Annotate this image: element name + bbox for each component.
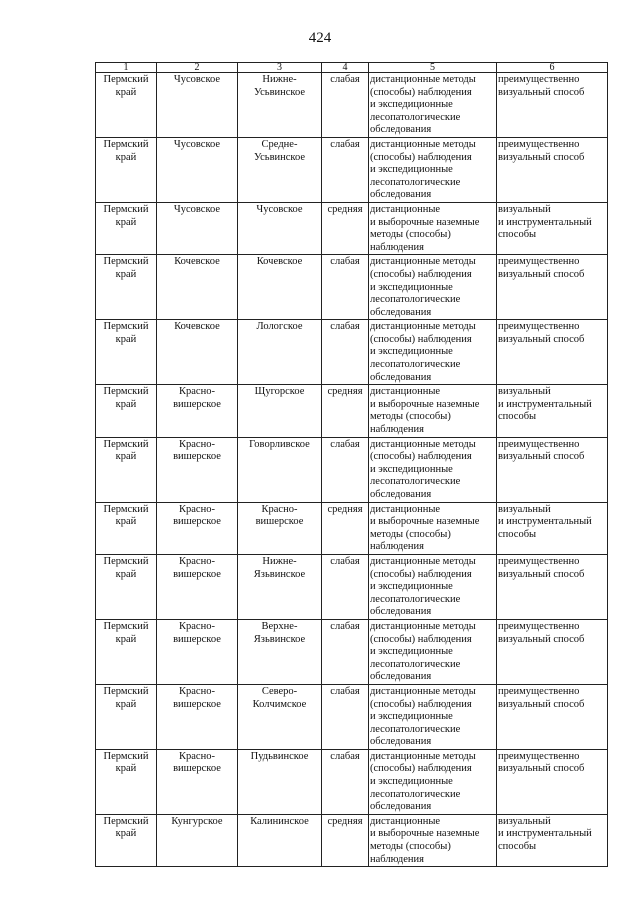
- cell-text: дистанционные методы (способы) наблюдения и экспедиционные лесопатологические обследования: [370, 138, 476, 201]
- observation-way-cell: [497, 385, 608, 437]
- observation-way-cell: [497, 684, 608, 749]
- cell-text: Красно- вишерское: [173, 750, 221, 775]
- cell-text: Калининское: [250, 815, 309, 827]
- observation-methods-cell: [369, 385, 497, 437]
- cell-text: преимущественно визуальный способ: [498, 74, 585, 98]
- observation-way-cell: [497, 137, 608, 202]
- column-number: 6: [497, 63, 608, 73]
- cell-text: Пермский край: [103, 203, 149, 228]
- cell-text: слабая: [330, 555, 360, 567]
- cell-text: Пермский край: [103, 321, 149, 345]
- cell-text: Кочевское: [256, 256, 303, 268]
- cell-text: Говорливское: [249, 438, 310, 450]
- cell-text: Пермский край: [103, 685, 149, 710]
- forestry-cell: [157, 437, 238, 502]
- cell-text: Пермский край: [103, 138, 149, 163]
- cell-text: визуальный и инструментальный способы: [498, 503, 592, 540]
- cell-text: дистанционные и выборочные наземные методы (способы) наблюдения: [370, 503, 480, 553]
- cell-text: Пермский край: [103, 555, 149, 580]
- region-cell: [96, 619, 157, 684]
- cell-text: Чусовское: [173, 74, 221, 85]
- intensity-cell: [322, 385, 369, 437]
- observation-way-cell: [497, 437, 608, 502]
- cell-text: Щугорское: [254, 386, 305, 398]
- cell-text: Пермский край: [103, 256, 149, 280]
- district-forestry-cell: [238, 814, 322, 866]
- cell-text: Красно- вишерское: [255, 503, 304, 528]
- cell-text: Пудьвинское: [250, 750, 309, 762]
- intensity-cell: [322, 73, 369, 138]
- observation-way-cell: [497, 320, 608, 385]
- cell-text: дистанционные методы (способы) наблюдения и экспедиционные лесопатологические обследования: [370, 438, 476, 500]
- table-row: [96, 684, 608, 749]
- cell-text: слабая: [330, 74, 360, 85]
- cell-text: преимущественно визуальный способ: [498, 321, 585, 345]
- cell-text: преимущественно визуальный способ: [498, 438, 585, 463]
- table-row: [96, 202, 608, 254]
- cell-text: средняя: [327, 815, 363, 827]
- observation-way-cell: [497, 202, 608, 254]
- cell-text: Пермский край: [103, 386, 149, 410]
- cell-text: преимущественно визуальный способ: [498, 685, 585, 710]
- observation-methods-cell: [369, 814, 497, 866]
- observation-way-cell: [497, 619, 608, 684]
- cell-text: дистанционные и выборочные наземные методы (способы) наблюдения: [370, 386, 480, 436]
- table-body: [96, 73, 608, 867]
- cell-text: Чусовское: [173, 203, 221, 215]
- forestry-cell: [157, 619, 238, 684]
- district-forestry-cell: [238, 202, 322, 254]
- observation-methods-cell: [369, 73, 497, 138]
- intensity-cell: [322, 684, 369, 749]
- intensity-cell: [322, 554, 369, 619]
- cell-text: Пермский край: [103, 620, 149, 645]
- cell-text: дистанционные методы (способы) наблюдения и экспедиционные лесопатологические обследования: [370, 620, 476, 683]
- cell-text: Пермский край: [103, 503, 149, 528]
- column-number: 2: [157, 63, 238, 73]
- region-cell: [96, 749, 157, 814]
- table-row: [96, 749, 608, 814]
- observation-methods-cell: [369, 684, 497, 749]
- forestry-cell: [157, 554, 238, 619]
- cell-text: средняя: [327, 386, 363, 398]
- cell-text: Верхне- Язьвинское: [253, 620, 306, 645]
- cell-text: слабая: [330, 321, 360, 333]
- cell-text: дистанционные методы (способы) наблюдения и экспедиционные лесопатологические обследования: [370, 685, 476, 748]
- cell-text: Кочевское: [174, 321, 220, 333]
- observation-way-cell: [497, 255, 608, 320]
- observation-methods-cell: [369, 749, 497, 814]
- region-cell: [96, 137, 157, 202]
- intensity-cell: [322, 137, 369, 202]
- column-number-row: [96, 63, 608, 73]
- cell-text: Пермский край: [103, 438, 149, 463]
- cell-text: Кочевское: [174, 256, 220, 268]
- cell-text: преимущественно визуальный способ: [498, 138, 585, 163]
- forestry-cell: [157, 502, 238, 554]
- cell-text: дистанционные методы (способы) наблюдения и экспедиционные лесопатологические обследования: [370, 256, 476, 318]
- cell-text: Пермский край: [103, 815, 149, 840]
- district-forestry-cell: [238, 502, 322, 554]
- observation-methods-cell: [369, 202, 497, 254]
- observation-way-cell: [497, 554, 608, 619]
- table-row: [96, 437, 608, 502]
- observation-way-cell: [497, 749, 608, 814]
- cell-text: Пермский край: [103, 750, 149, 775]
- table-row: [96, 619, 608, 684]
- cell-text: Красно- вишерское: [173, 620, 221, 645]
- intensity-cell: [322, 749, 369, 814]
- cell-text: слабая: [330, 750, 360, 762]
- table-row: [96, 502, 608, 554]
- intensity-cell: [322, 202, 369, 254]
- cell-text: преимущественно визуальный способ: [498, 256, 585, 280]
- cell-text: дистанционные и выборочные наземные методы (способы) наблюдения: [370, 203, 480, 253]
- forestry-cell: [157, 73, 238, 138]
- cell-text: средняя: [327, 203, 363, 215]
- district-forestry-cell: [238, 437, 322, 502]
- observation-methods-cell: [369, 437, 497, 502]
- district-forestry-cell: [238, 320, 322, 385]
- table-row: [96, 385, 608, 437]
- cell-text: преимущественно визуальный способ: [498, 750, 585, 775]
- cell-text: дистанционные методы (способы) наблюдения и экспедиционные лесопатологические обследования: [370, 74, 476, 136]
- district-forestry-cell: [238, 749, 322, 814]
- forestry-cell: [157, 320, 238, 385]
- cell-text: Красно- вишерское: [173, 555, 221, 580]
- cell-text: Красно- вишерское: [173, 438, 221, 463]
- cell-text: слабая: [330, 138, 360, 150]
- forestry-cell: [157, 202, 238, 254]
- intensity-cell: [322, 437, 369, 502]
- cell-text: Северо- Колчимское: [252, 685, 307, 710]
- cell-text: слабая: [330, 620, 360, 632]
- observation-methods-cell: [369, 619, 497, 684]
- table-row: [96, 255, 608, 320]
- cell-text: преимущественно визуальный способ: [498, 555, 585, 580]
- column-number: 3: [238, 63, 322, 73]
- district-forestry-cell: [238, 554, 322, 619]
- observation-methods-cell: [369, 502, 497, 554]
- cell-text: Нижне- Язьвинское: [253, 555, 306, 580]
- forestry-cell: [157, 684, 238, 749]
- observation-methods-cell: [369, 137, 497, 202]
- district-forestry-cell: [238, 619, 322, 684]
- cell-text: Пермский край: [103, 74, 149, 98]
- observation-methods-cell: [369, 554, 497, 619]
- cell-text: визуальный и инструментальный способы: [498, 815, 592, 853]
- region-cell: [96, 202, 157, 254]
- observation-way-cell: [497, 814, 608, 866]
- table-row: [96, 320, 608, 385]
- cell-text: визуальный и инструментальный способы: [498, 386, 592, 423]
- observation-methods-cell: [369, 320, 497, 385]
- column-number: 5: [369, 63, 497, 73]
- region-cell: [96, 684, 157, 749]
- region-cell: [96, 385, 157, 437]
- region-cell: [96, 255, 157, 320]
- intensity-cell: [322, 255, 369, 320]
- cell-text: Кунгурское: [171, 815, 223, 827]
- cell-text: слабая: [330, 256, 360, 268]
- cell-text: Чусовское: [173, 138, 221, 150]
- cell-text: Средне- Усьвинское: [253, 138, 306, 163]
- cell-text: визуальный и инструментальный способы: [498, 203, 592, 241]
- observation-way-cell: [497, 73, 608, 138]
- cell-text: слабая: [330, 685, 360, 697]
- intensity-cell: [322, 502, 369, 554]
- region-cell: [96, 73, 157, 138]
- observation-methods-cell: [369, 255, 497, 320]
- cell-text: Чусовское: [256, 203, 303, 215]
- district-forestry-cell: [238, 385, 322, 437]
- cell-text: слабая: [330, 438, 360, 450]
- region-cell: [96, 502, 157, 554]
- cell-text: дистанционные методы (способы) наблюдения и экспедиционные лесопатологические обследования: [370, 321, 476, 383]
- district-forestry-cell: [238, 73, 322, 138]
- cell-text: преимущественно визуальный способ: [498, 620, 585, 645]
- intensity-cell: [322, 320, 369, 385]
- cell-text: Красно- вишерское: [173, 386, 221, 410]
- observation-way-cell: [497, 502, 608, 554]
- district-forestry-cell: [238, 255, 322, 320]
- column-number: 4: [322, 63, 369, 73]
- region-cell: [96, 814, 157, 866]
- page-number: 424: [308, 30, 332, 46]
- cell-text: дистанционные и выборочные наземные методы (способы) наблюдения: [370, 815, 480, 865]
- table-row: [96, 554, 608, 619]
- district-forestry-cell: [238, 137, 322, 202]
- cell-text: Нижне- Усьвинское: [253, 74, 306, 98]
- district-forestry-cell: [238, 684, 322, 749]
- forestry-cell: [157, 749, 238, 814]
- intensity-cell: [322, 814, 369, 866]
- forestry-cell: [157, 137, 238, 202]
- table-row: [96, 73, 608, 138]
- forest-monitoring-table: [95, 62, 608, 867]
- cell-text: Лологское: [256, 321, 303, 333]
- column-number: 1: [96, 63, 157, 73]
- forestry-cell: [157, 814, 238, 866]
- cell-text: Красно- вишерское: [173, 503, 221, 528]
- region-cell: [96, 320, 157, 385]
- cell-text: Красно- вишерское: [173, 685, 221, 710]
- region-cell: [96, 437, 157, 502]
- cell-text: дистанционные методы (способы) наблюдения и экспедиционные лесопатологические обследования: [370, 750, 476, 813]
- cell-text: дистанционные методы (способы) наблюдения и экспедиционные лесопатологические обследования: [370, 555, 476, 618]
- intensity-cell: [322, 619, 369, 684]
- table-row: [96, 137, 608, 202]
- forestry-cell: [157, 385, 238, 437]
- forestry-cell: [157, 255, 238, 320]
- cell-text: средняя: [327, 503, 363, 515]
- table-row: [96, 814, 608, 866]
- region-cell: [96, 554, 157, 619]
